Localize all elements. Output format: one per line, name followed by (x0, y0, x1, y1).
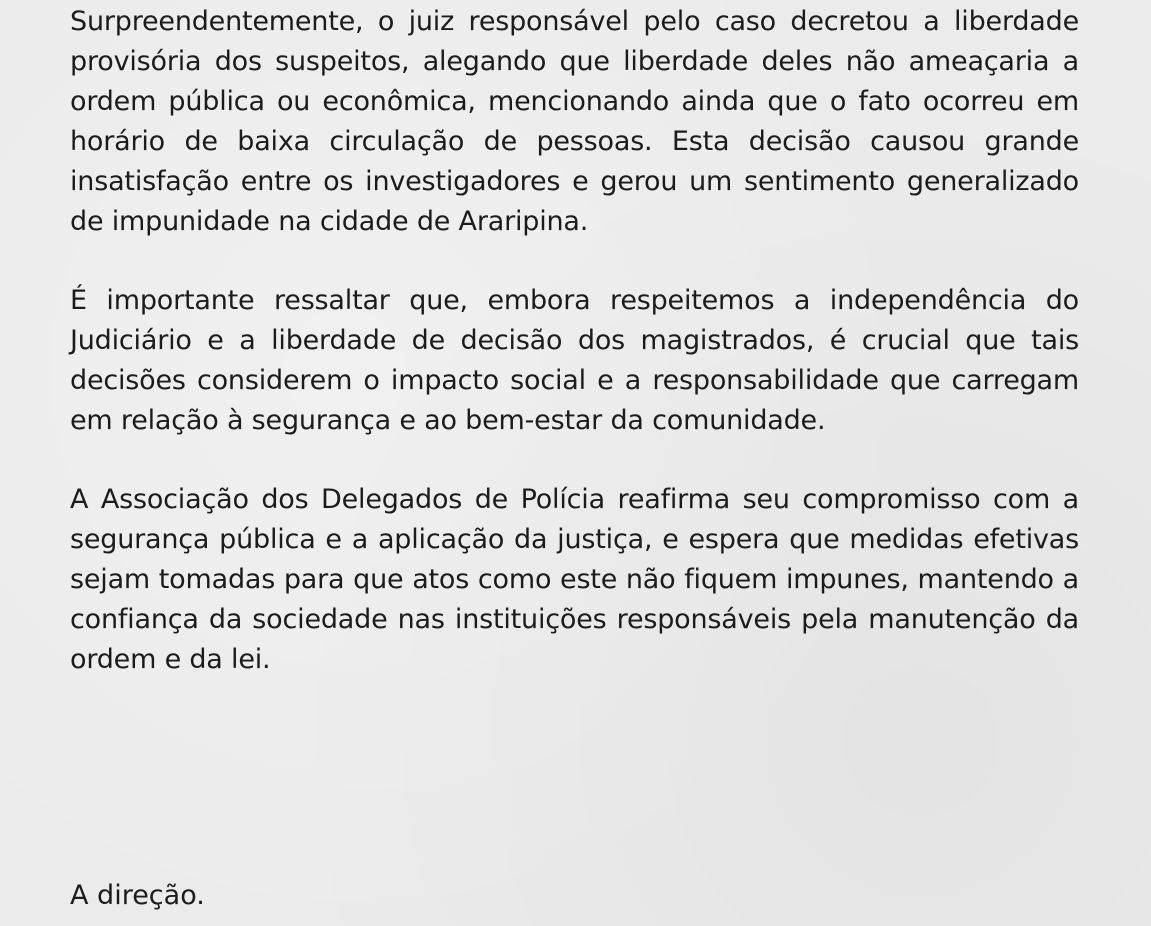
paragraph-associacao-delegados: A Associação dos Delegados de Polícia reafirma seu compromisso com a segurança pública e a aplicação da justiça, e espera que medidas efetivas sejam tomadas para que atos como este não fiquem impunes, mantendo a confiança da sociedade nas instituições responsáveis pela manutenção da ordem e da lei. (70, 484, 1079, 675)
paragraph-liberdade-provisoria: Surpreendentemente, o juiz responsável pelo caso decretou a liberdade provisória dos suspeitos, alegando que liberdade deles não ameaçaria a ordem pública ou econômica, mencionando ainda que o fato ocorreu em horário de baixa circulação de pessoas. Esta decisão causou grande insatisfação entre os investigadores e gerou um sentimento generalizado de impunidade na cidade de Araripina. (70, 6, 1079, 237)
paragraph-independencia-judiciario: É importante ressaltar que, embora respeitemos a independência do Judiciário e a liberdade de decisão dos magistrados, é crucial que tais decisões considerem o impacto social e a responsabilidade que carregam em relação à segurança e ao bem-estar da comunidade. (70, 285, 1079, 436)
signature: A direção. (70, 880, 205, 911)
